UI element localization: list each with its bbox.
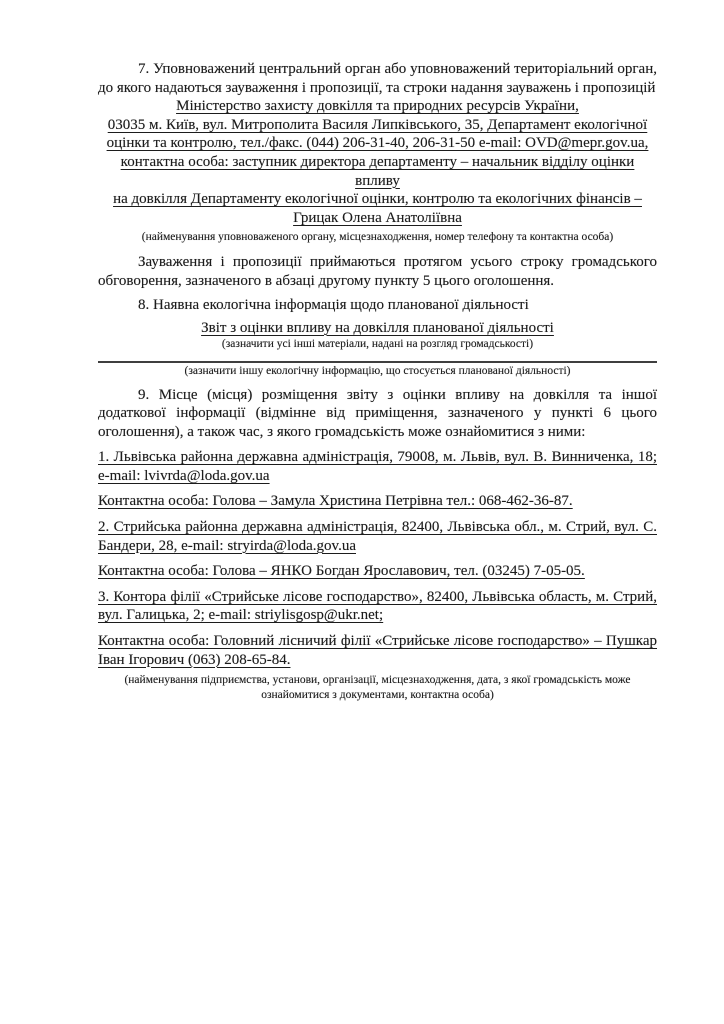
section9-heading: 9. Місце (місця) розміщення звіту з оцінки впливу на довкілля та іншої додаткової інформації (відмінне від приміщення, зазначеного у пункті 6 цього оголошення), а також час, з якого громадськість може ознайомитися з ними:	[98, 386, 657, 440]
section8-heading: 8. Наявна екологічна інформація щодо планованої діяльності	[138, 297, 529, 314]
section7-note: Зауваження і пропозиції приймаються протягом усього строку громадського обговорення, зазначеного в абзаці другому пункту 5 цього оголошення.	[98, 253, 657, 289]
authority-line-3: оцінки та контролю, тел./факс. (044) 206-31-40, 206-31-50 e-mail: OVD@mepr.gov.ua,	[106, 135, 649, 152]
authority-caption: (найменування уповноваженого органу, місцезнаходження, номер телефону та контактна особа)	[141, 231, 614, 244]
authority-line-5: на довкілля Департаменту екологічної оцінки, контролю та екологічних фінансів –	[113, 191, 642, 208]
authority-line-4: контактна особа: заступник директора департаменту – начальник відділу оцінки впливу	[120, 153, 635, 189]
report-title: Звіт з оцінки впливу на довкілля планованої діяльності	[201, 319, 554, 336]
other-info-caption: (зазначити іншу екологічну інформацію, що стосується планованої діяльності)	[184, 364, 571, 377]
location-2-address: 2. Стрийська районна державна адміністрація, 82400, Львівська обл., м. Стрий, вул. С. Бандери, 28, e-mail: stryirda@loda.gov.ua	[98, 519, 657, 554]
location-1-address: 1. Львівська районна державна адміністрація, 79008, м. Львів, вул. В. Винниченка, 18; e-mail: lvivrda@loda.gov.ua	[98, 449, 657, 484]
location-3-address: 3. Контора філії «Стрийське лісове господарство», 82400, Львівська область, м. Стрий, вул. Галицька, 2; e-mail: striylisgosp@ukr.net;	[98, 588, 657, 624]
location-1-contact: Контактна особа: Голова – Замула Христина Петрівна тел.: 068-462-36-87.	[98, 493, 573, 510]
location-2-contact: Контактна особа: Голова – ЯНКО Богдан Ярославович, тел. (03245) 7-05-05.	[98, 563, 585, 580]
document-content	[98, 60, 657, 702]
authority-line-1: Міністерство захисту довкілля та природних ресурсів України,	[176, 98, 579, 115]
authority-details-block	[98, 97, 657, 227]
authority-line-2: 03035 м. Київ, вул. Митрополита Василя Липківського, 35, Департамент екологічної	[107, 116, 648, 133]
materials-caption: (зазначити усі інші матеріали, надані на розгляд громадськості)	[221, 338, 534, 351]
authority-line-6: Грицак Олена Анатоліївна	[293, 209, 462, 226]
fill-in-line	[98, 361, 657, 363]
location-3-contact: Контактна особа: Головний лісничий філії «Стрийське лісове господарство» – Пушкар Іван Ігорович (063) 208-65-84.	[98, 633, 657, 668]
section9-caption: (найменування підприємства, установи, організації, місцезнаходження, дата, з якої громадськість може ознайомитися з документами, контактна особа)	[124, 674, 631, 701]
section7-heading: 7. Уповноважений центральний орган або уповноважений територіальний орган, до якого надаються зауваження і пропозиції, та строки надання зауважень і пропозицій	[98, 61, 657, 96]
